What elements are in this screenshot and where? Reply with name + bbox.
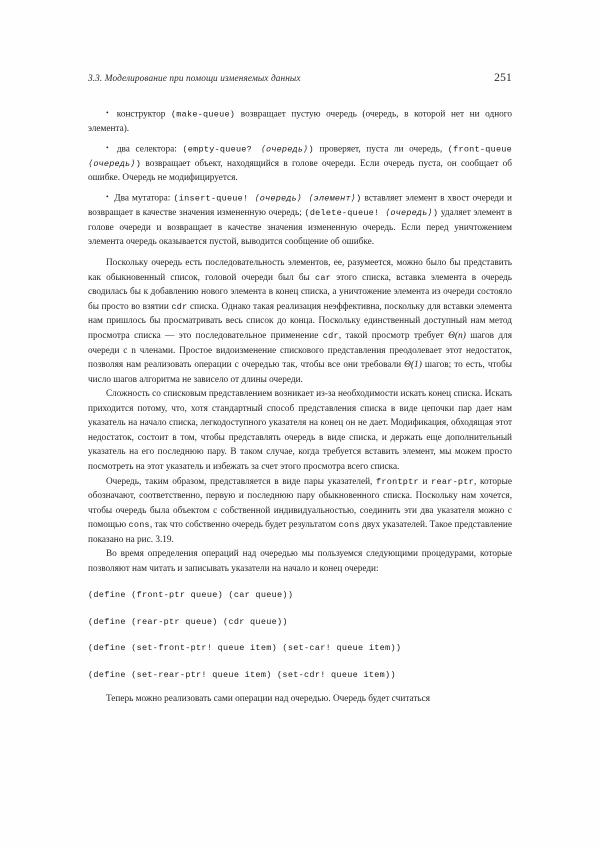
math-expression: Θ(1) [404,360,422,371]
bullet-list [88,106,512,250]
paragraph-end-pointer [88,387,512,474]
text-run: Сложность со списковым представлением возникает из-за необходимости искать конец списка. Искать приходится потому, что, хотя стандартный способ представления списка в виде цепочки пар дает нам указатель на начало списка, легкодоступного указателя на конец он не дает. Модификация, обходящая этот недостаток, состоит в том, чтобы представлять очередь в виде списка, и держать еще дополнительный указатель на его последнюю пару. В таком случае, когда требуется вставить элемент, мы можем просто посмотреть на этот указатель и избежать за счет этого просмотра всего списка. [88,389,512,472]
text-run: Поскольку очередь есть последовательность элементов, ее, разумеется, можно было бы представить как обыкновенный список, головой очереди был бы [88,258,512,283]
inline-code: ) [308,144,314,155]
code-line: (define (rear-ptr queue) (cdr queue)) [88,616,288,627]
text-run: двух указателей. Такое представление показано на рис. 3.19. [88,520,512,545]
bullet-marker: • [106,142,114,152]
inline-code-placeholder: ⟨очередь⟩ [254,193,303,204]
text-run: этого списка, вставка элемента в очередь сводилась бы к добавлению нового элемента в конец списка, а уничтожение элемента из очереди состояло бы просто во взятии [88,272,512,312]
inline-code: ) [432,208,439,219]
text-run: списка. Однако такая реализация неэффективна, поскольку для вставки элемента нам пришлось бы просматривать весь список до конца. Поскольку единственный доступный нам метод просмотра списка — это последовательное применение [88,301,512,342]
inline-code-placeholder: ⟨элемент⟩ [308,193,357,204]
text-run: два селектора: [116,144,183,155]
inline-code: cons [338,520,360,531]
inline-code: ) [356,193,362,204]
inline-code-placeholder: ⟨очередь⟩ [260,144,309,155]
inline-code: (insert-queue! [173,193,255,204]
inline-code: rear-ptr [431,476,474,487]
text-run: , такой просмотр требует [338,331,449,342]
page-number: 251 [494,72,512,84]
inline-code: cdr [322,331,339,342]
inline-code: frontptr [376,476,419,487]
code-line: (define (set-rear-ptr! queue item) (set-cdr! queue item)) [88,669,396,680]
running-head-title: 3.3. Моделирование при помощи изменяемых данных [88,74,301,84]
text-run: возвращает пустую очередь (очередь, в которой нет ни одного элемента). [88,109,512,135]
text-run: проверяет, пуста ли очередь, [313,144,448,155]
text-run: Во время определения операций над очередью мы пользуемся следующими процедурами, которые позволяют нам читать и записывать указатели на начало и конец очереди: [88,549,512,574]
text-run: Очередь, таким образом, представляется в виде пары указателей, [106,476,377,487]
bullet-item-mutators [88,190,512,250]
bullet-marker: • [106,108,114,117]
math-expression: Θ(n) [448,331,466,342]
text-run: шагов; то есть, чтобы число шагов алгоритма не зависело от длины очереди. [88,360,512,385]
inline-code: cdr [171,301,188,312]
text-run: Теперь можно реализовать сами операции над очередью. Очередь будет считаться [106,693,430,704]
text-run: и [418,476,432,487]
inline-code: (make-queue) [170,109,236,120]
text-run: Два мутатора: [114,193,174,204]
bullet-item-constructor [88,106,512,137]
text-run: удаляет элемент в голове очереди и возвращает в качестве значения измененную очередь. Если перед уничтожением элемента очередь оказывается пустой, выводится сообщение об ошибке. [88,208,512,248]
paragraph-list-representation [88,256,512,387]
inline-code-placeholder: ⟨очередь⟩ [385,208,433,219]
text-run: шагов для очереди с n членами. Простое видоизменение спискового представления преодолевает этот недостаток, позволяя нам реализовать операции с очередью так, чтобы все они требовали [88,331,512,371]
paragraph-closing [88,692,512,707]
inline-code: (front-queue [447,144,512,155]
code-line: (define (front-ptr queue) (car queue)) [88,590,294,601]
text-run: возвращает объект, находящийся в голове очереди. Если очередь пуста, он сообщает об ошибке. Очередь не модифицируется. [88,158,512,184]
inline-code: (delete-queue! [304,208,386,219]
running-head [88,72,512,84]
text-run: вставляет элемент в хвост очереди и возвращает в качестве значения измененную очередь; [88,193,512,219]
inline-code: cons [128,520,150,531]
paragraph-procedures-intro [88,547,512,576]
inline-code: ) [135,158,142,169]
scheme-code-block [88,589,512,681]
inline-code: car [314,272,332,283]
inline-code-placeholder: ⟨очередь⟩ [88,158,136,169]
bullet-marker: • [106,192,112,202]
paragraph-pair-of-pointers [88,475,512,548]
text-run: , которые обозначают, соответственно, первую и последнюю пару обыкновенного списка. Поскольку нам хочется, чтобы очередь была объектом с собственной индивидуальностью, соединить эти два указателя можно с помощью [88,476,512,531]
inline-code: (empty-queue? [182,144,261,155]
text-run: конструктор [116,109,171,120]
text-run: , так что собственно очередь будет результатом [149,520,339,531]
code-line: (define (set-front-ptr! queue item) (set-car! queue item)) [88,643,402,654]
bullet-item-selectors [88,141,512,186]
page-content [88,72,512,706]
